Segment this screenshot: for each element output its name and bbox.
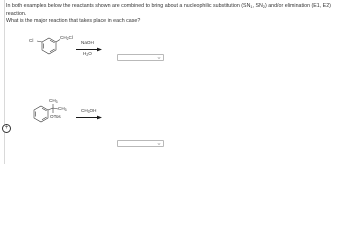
tosylate-label: OTos — [50, 114, 61, 119]
benzene-ring-1 — [37, 38, 60, 54]
reaction-arrow-icon — [76, 116, 102, 120]
benzene-ring-2 — [34, 104, 58, 122]
plus-circle-icon[interactable]: + — [2, 124, 11, 133]
chlorine-substituent-label: Cl — [29, 38, 34, 43]
methyl-top-label: $CH_3$ — [49, 98, 58, 104]
reagent-bottom-label: $H_2O$ — [83, 51, 92, 57]
chloromethyl-substituent-label: $CH_2Cl$ — [60, 35, 73, 41]
chevron-down-icon — [157, 56, 161, 60]
methanol-reagent-label: $CH_3OH$ — [81, 108, 97, 114]
methyl-right-label: $CH_3$ — [58, 106, 67, 112]
question-text: In both examples below the reactants shown are combined to bring about a nucleophilic substitution ($SN_1$, $SN_2$) and/or elimination (E1, E2) reaction. What is the major reaction that takes place in each case? — [6, 3, 331, 25]
reagent-top-label: NaOH — [81, 40, 94, 45]
reaction1-answer-select[interactable] — [117, 54, 164, 61]
reaction2-answer-select[interactable] — [117, 140, 164, 147]
chevron-down-icon — [157, 142, 161, 146]
